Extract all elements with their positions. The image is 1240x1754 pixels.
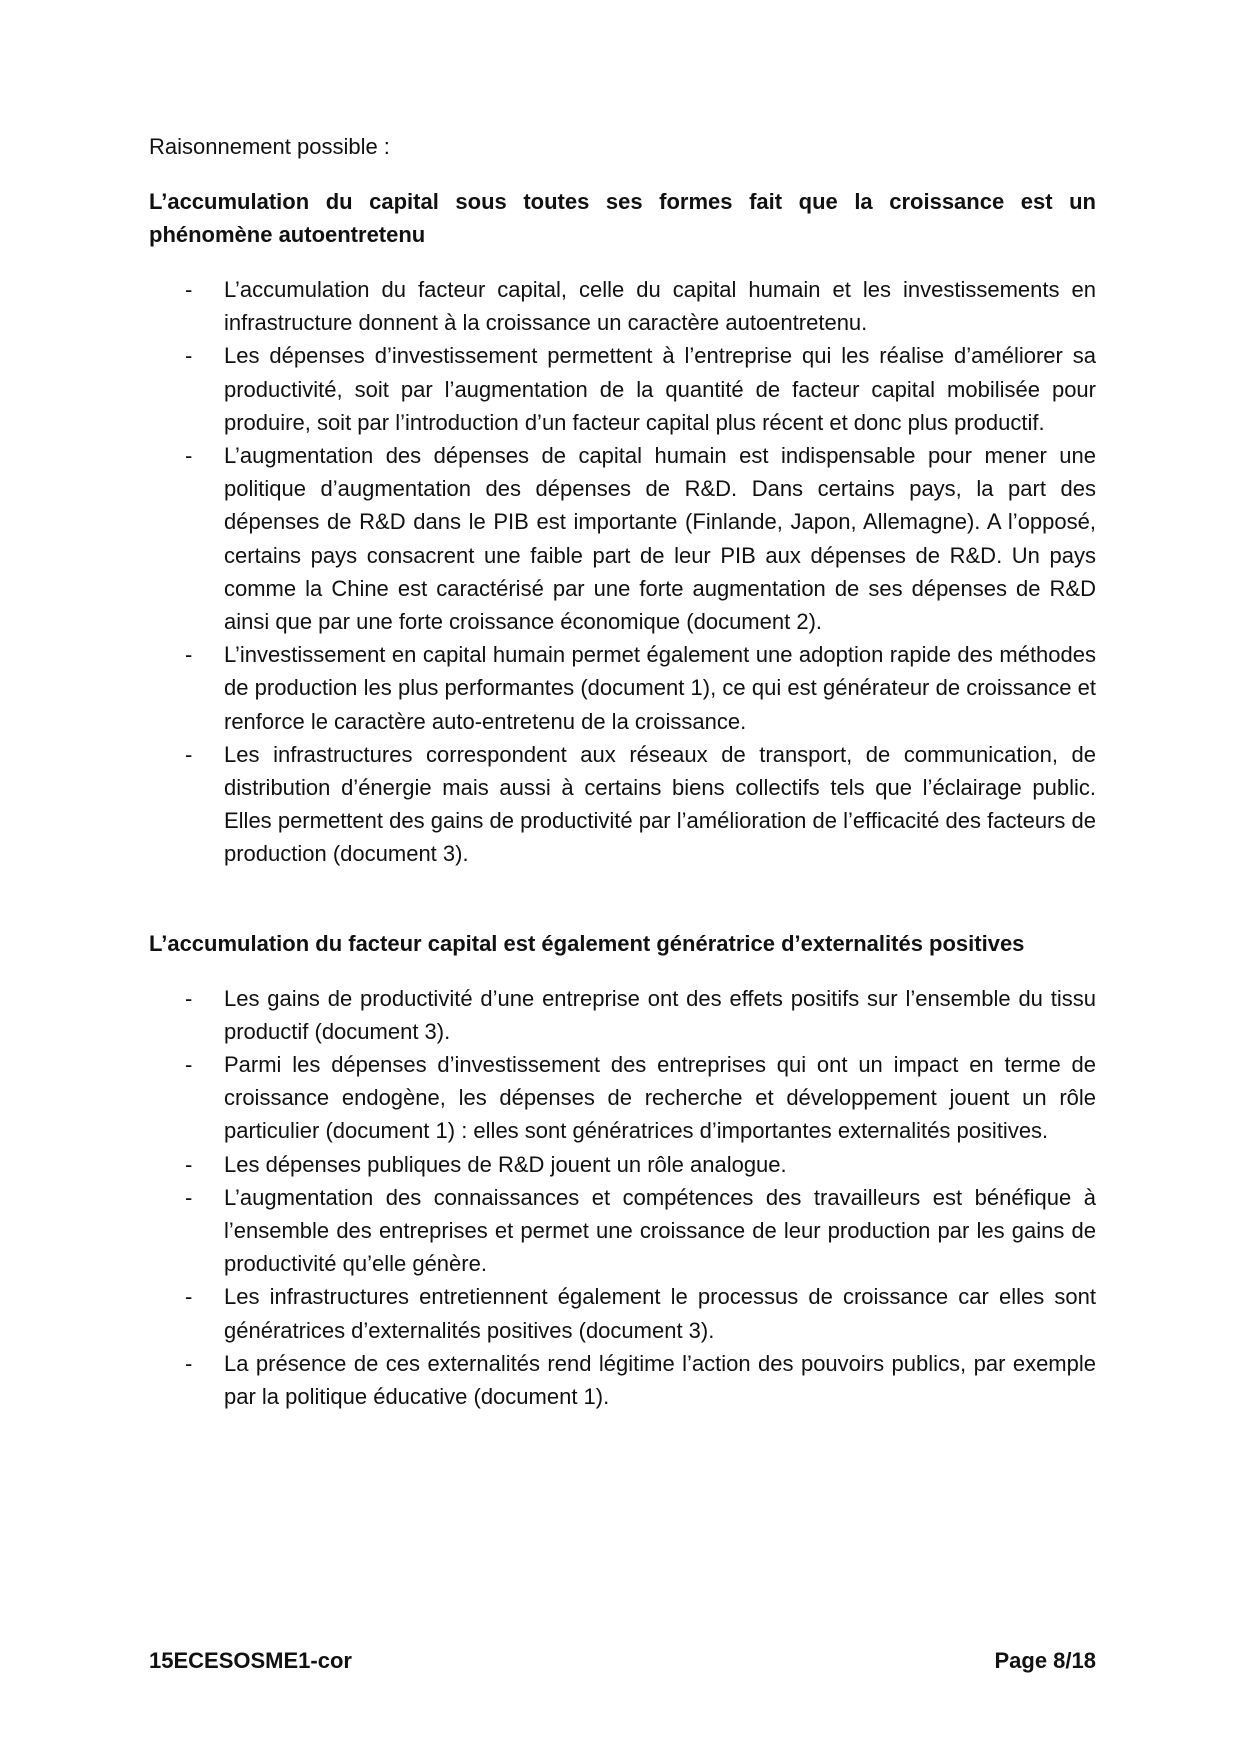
bullet-dash: - xyxy=(185,1052,193,1078)
list-item-text: Les dépenses publiques de R&D jouent un rôle analogue. xyxy=(224,1151,787,1177)
section-1-title: L’accumulation du capital sous toutes ses formes fait que la croissance est un phénomène autoentretenu xyxy=(149,189,1096,247)
section-2-title: L’accumulation du facteur capital est également génératrice d’externalités positives xyxy=(149,930,1025,956)
list-item-text: L’augmentation des dépenses de capital humain est indispensable pour mener une politique d’augmentation des dépenses de R&D. Dans certains pays, la part des dépenses de R&D dans le PIB est importante (Finlande, Japon, Allemagne). A l’opposé, certains pays consacrent une faible part de leur PIB aux dépenses de R&D. Un pays comme la Chine est caractérisé par une forte augmentation de ses dépenses de R&D ainsi que par une forte croissance économique (document 2). xyxy=(224,443,1096,635)
section-1-list xyxy=(149,273,1096,871)
bullet-dash: - xyxy=(185,985,193,1011)
list-item-text: Les infrastructures entretiennent également le processus de croissance car elles sont génératrices d’externalités positives (document 3). xyxy=(224,1284,1096,1343)
list-item xyxy=(149,1280,1096,1346)
list-item-text: Les dépenses d’investissement permettent à l’entreprise qui les réalise d’améliorer sa productivité, soit par l’augmentation de la quantité de facteur capital mobilisée pour produire, soit par l’introduction d’un facteur capital plus récent et donc plus productif. xyxy=(224,343,1096,435)
list-item xyxy=(149,1347,1096,1413)
list-item-text: Les gains de productivité d’une entreprise ont des effets positifs sur l’ensemble du tissu productif (document 3). xyxy=(224,985,1096,1044)
list-item xyxy=(149,439,1096,638)
list-item-text: La présence de ces externalités rend légitime l’action des pouvoirs publics, par exemple par la politique éducative (document 1). xyxy=(224,1350,1096,1410)
bullet-dash: - xyxy=(185,1184,193,1210)
list-item xyxy=(149,1148,1096,1181)
page-footer xyxy=(149,1646,1096,1676)
bullet-dash: - xyxy=(185,642,193,668)
list-item-text: L’augmentation des connaissances et compétences des travailleurs est bénéfique à l’ensemble des entreprises et permet une croissance de leur production par les gains de productivité qu’elle génère. xyxy=(224,1184,1096,1277)
list-item xyxy=(149,982,1096,1048)
document-page xyxy=(149,130,1096,1413)
list-item xyxy=(149,1048,1096,1148)
document-code: 15ECESOSME1-cor xyxy=(149,1648,352,1673)
list-item-text: L’accumulation du facteur capital, celle du capital humain et les investissements en infrastructure donnent à la croissance un caractère autoentretenu. xyxy=(224,277,1096,336)
intro-text: Raisonnement possible : xyxy=(149,134,390,159)
list-item xyxy=(149,638,1096,738)
bullet-dash: - xyxy=(185,741,193,767)
bullet-dash: - xyxy=(185,1350,193,1376)
section-2-list xyxy=(149,982,1096,1414)
list-item-text: Parmi les dépenses d’investissement des entreprises qui ont un impact en terme de croissance endogène, les dépenses de recherche et développement jouent un rôle particulier (document 1) : elles sont génératrices d’importantes externalités positives. xyxy=(224,1052,1096,1144)
bullet-dash: - xyxy=(185,443,193,469)
page-number: Page 8/18 xyxy=(994,1648,1096,1673)
list-item xyxy=(149,1181,1096,1281)
list-item xyxy=(149,738,1096,871)
bullet-dash: - xyxy=(185,1151,193,1177)
list-item-text: L’investissement en capital humain permet également une adoption rapide des méthodes de production les plus performantes (document 1), ce qui est générateur de croissance et renforce le caractère auto-entretenu de la croissance. xyxy=(224,642,1096,734)
bullet-dash: - xyxy=(185,1284,193,1310)
bullet-dash: - xyxy=(185,277,193,302)
list-item-text: Les infrastructures correspondent aux réseaux de transport, de communication, de distribution d’énergie mais aussi à certains biens collectifs tels que l’éclairage public. Elles permettent des gains de productivité par l’amélioration de l’efficacité des facteurs de production (document 3). xyxy=(224,741,1096,867)
list-item xyxy=(149,273,1096,339)
bullet-dash: - xyxy=(185,343,193,369)
list-item xyxy=(149,339,1096,439)
